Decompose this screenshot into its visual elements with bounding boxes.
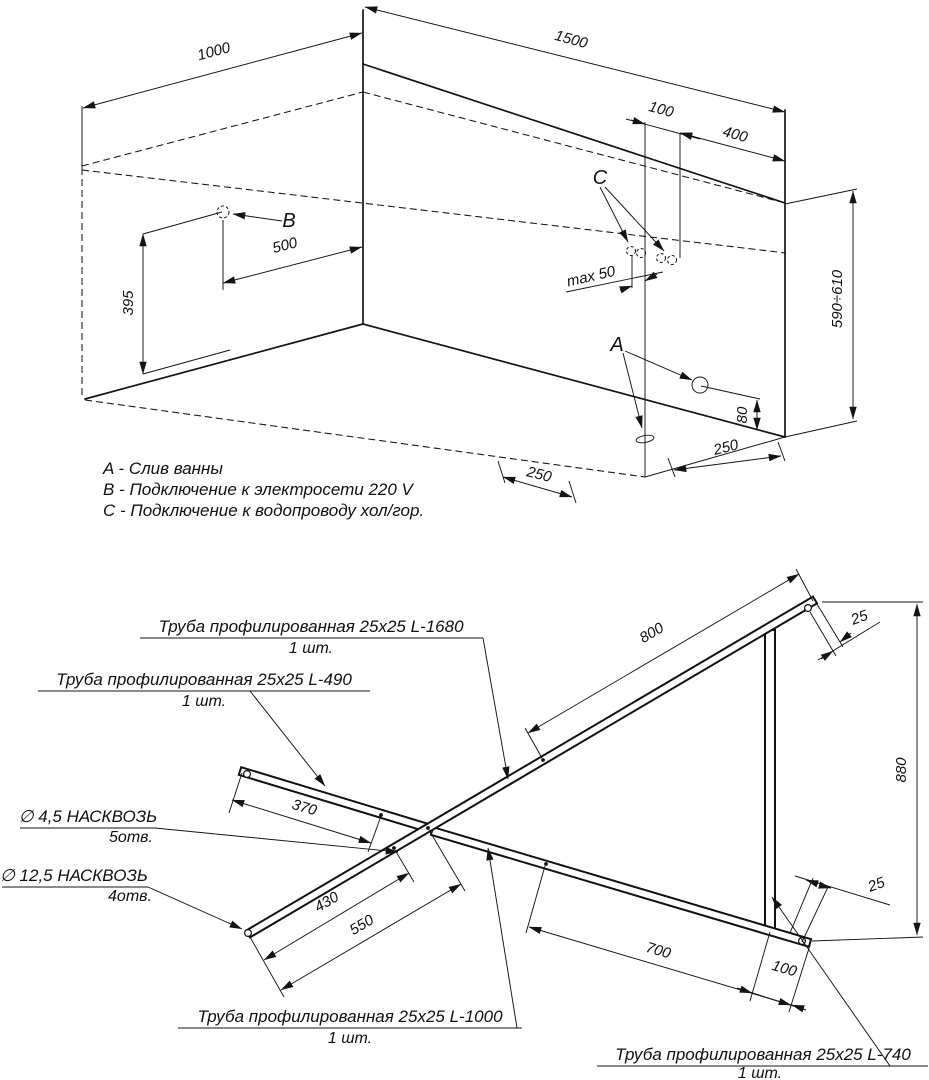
frame-dimension-lines bbox=[232, 574, 917, 1010]
part-hole-4-5: ∅ 4,5 НАСКВОЗЬ bbox=[18, 807, 158, 826]
point-c-water-hole bbox=[668, 256, 677, 265]
legend bbox=[102, 459, 424, 520]
dim-800: 800 bbox=[636, 619, 667, 647]
hole-4-5 bbox=[426, 826, 430, 830]
point-c-water-hole bbox=[627, 247, 636, 256]
label-point-a: A bbox=[610, 334, 624, 356]
extension-lines bbox=[82, 106, 857, 503]
legend-line-b: B - Подключение к электросети 220 V bbox=[103, 480, 413, 499]
part-tube-1680: Труба профилированная 25x25 L-1680 bbox=[158, 617, 464, 636]
tube-740 bbox=[765, 630, 775, 930]
dim-100: 100 bbox=[646, 98, 676, 122]
end-hole-12-5 bbox=[244, 771, 251, 778]
hole-4-5 bbox=[544, 862, 548, 866]
part-hole-12-5-qty: 4отв. bbox=[108, 888, 152, 905]
dim-25-bottom: 25 bbox=[865, 873, 888, 896]
dim-line-1500 bbox=[365, 7, 785, 112]
part-hole-12-5: ∅ 12,5 НАСКВОЗЬ bbox=[0, 866, 148, 885]
dim-100-frame: 100 bbox=[769, 956, 799, 981]
point-b-electrical bbox=[217, 206, 229, 218]
dim-250-right: 250 bbox=[711, 436, 741, 459]
dim-500: 500 bbox=[270, 234, 300, 258]
point-c-water-hole bbox=[637, 249, 646, 258]
hole-4-5 bbox=[392, 846, 396, 850]
dim-1500: 1500 bbox=[552, 27, 590, 53]
legend-line-c: C - Подключение к водопроводу хол/гор. bbox=[103, 501, 425, 520]
part-tube-740: Труба профилированная 25x25 L-740 bbox=[615, 1045, 911, 1064]
dim-590-610: 590÷610 bbox=[829, 269, 846, 329]
dim-880: 880 bbox=[893, 757, 910, 783]
dim-395: 395 bbox=[120, 290, 137, 316]
end-hole-12-5 bbox=[245, 930, 252, 937]
dim-25-top: 25 bbox=[848, 606, 871, 629]
part-tube-1680-qty: 1 шт. bbox=[288, 640, 334, 657]
label-point-c: C bbox=[592, 167, 608, 189]
legend-line-a: A - Слив ванны bbox=[103, 459, 223, 478]
floor-right-edge bbox=[363, 324, 785, 437]
dim-370: 370 bbox=[289, 795, 319, 820]
floor-left-edge bbox=[85, 324, 363, 399]
point-a-drain-wall bbox=[692, 377, 708, 393]
tube-1000 bbox=[431, 827, 811, 947]
part-tube-1000: Труба профилированная 25x25 L-1000 bbox=[197, 1007, 503, 1026]
dim-max50: max 50 bbox=[565, 262, 617, 291]
frame-leaders bbox=[2, 638, 928, 1066]
part-hole-4-5-qty: 5отв. bbox=[109, 829, 153, 846]
dim-80: 80 bbox=[734, 406, 751, 424]
tube-490 bbox=[239, 767, 429, 832]
dim-550: 550 bbox=[346, 911, 377, 939]
dim-line-800 bbox=[528, 574, 799, 733]
end-hole-12-5 bbox=[805, 605, 812, 612]
dim-1000: 1000 bbox=[195, 39, 233, 65]
part-tube-740-qty: 1 шт. bbox=[737, 1065, 783, 1080]
dim-700: 700 bbox=[643, 938, 673, 963]
part-tube-490: Труба профилированная 25x25 L-490 bbox=[56, 670, 352, 689]
frame-view bbox=[0, 569, 928, 1080]
dim-250-left: 250 bbox=[524, 463, 554, 486]
point-c-water-hole bbox=[657, 254, 666, 263]
part-tube-1000-qty: 1 шт. bbox=[327, 1030, 373, 1047]
installation-view bbox=[82, 7, 857, 520]
dim-430: 430 bbox=[311, 888, 342, 916]
part-tube-490-qty: 1 шт. bbox=[181, 693, 227, 710]
label-point-b: B bbox=[282, 210, 296, 232]
dim-line-250-right bbox=[674, 456, 781, 470]
dim-400: 400 bbox=[720, 123, 750, 147]
hole-4-5 bbox=[541, 758, 545, 762]
